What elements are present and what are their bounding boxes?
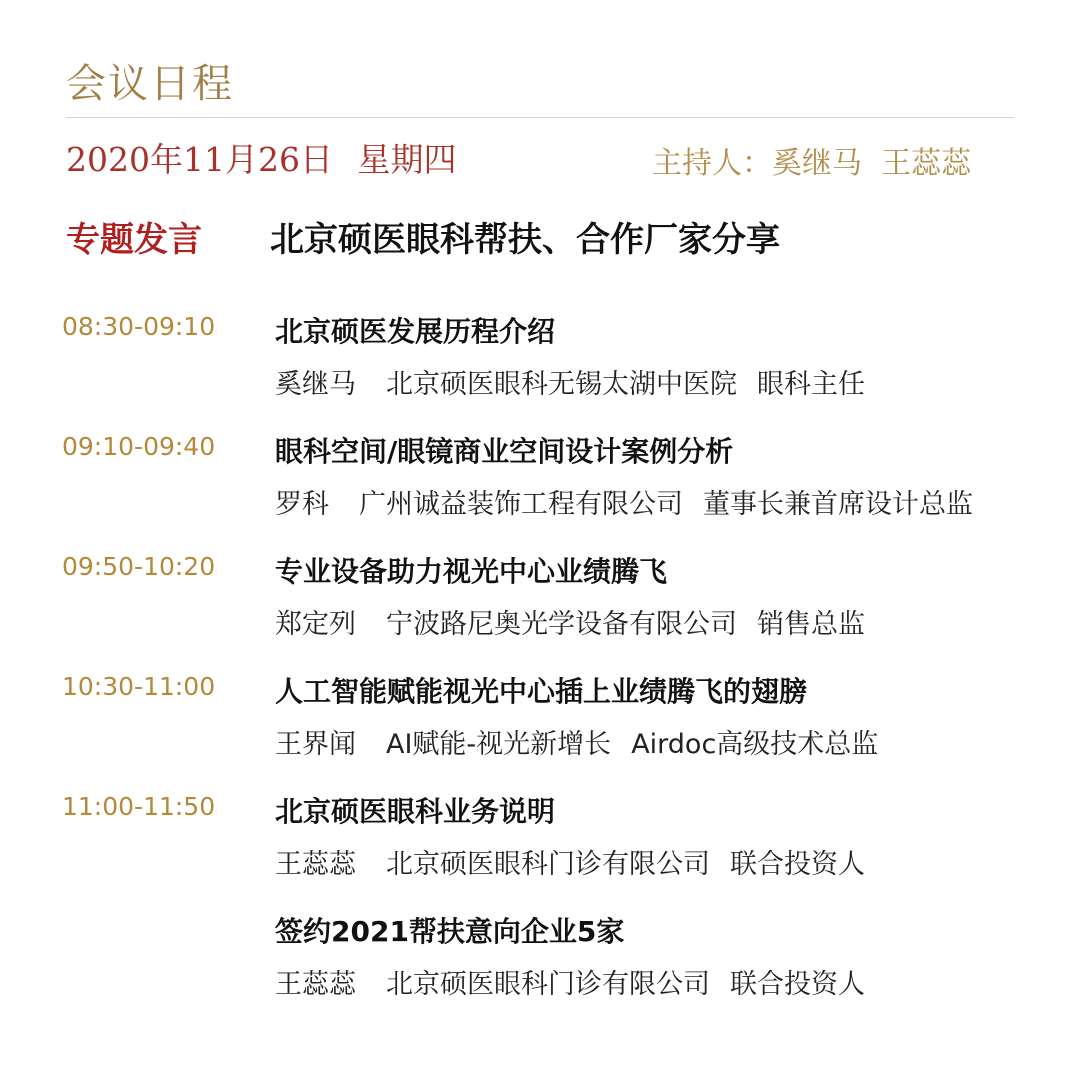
host-names: 奚继马 王蕊蕊	[772, 146, 972, 181]
weekday: 星期四	[357, 140, 457, 179]
speaker-organization: AI赋能-视光新增长	[386, 729, 612, 760]
session-topic: 北京硕医发展历程介绍	[275, 315, 556, 348]
host-label: 主持人：	[652, 146, 772, 181]
speaker-name: 王蕊蕊	[275, 849, 356, 880]
session-item	[0, 310, 1080, 420]
section-title: 北京硕医眼科帮扶、合作厂家分享	[270, 220, 780, 260]
session-speaker-line	[275, 482, 973, 521]
session-item	[0, 790, 1080, 900]
session-time: 10:30-11:00	[62, 672, 216, 701]
date: 2020年11月26日	[66, 140, 333, 179]
speaker-organization: 北京硕医眼科无锡太湖中医院	[386, 369, 737, 400]
speaker-organization: 宁波路尼奥光学设备有限公司	[386, 609, 737, 640]
session-time: 09:50-10:20	[62, 552, 216, 581]
session-topic: 眼科空间/眼镜商业空间设计案例分析	[275, 435, 734, 468]
speaker-role: 董事长兼首席设计总监	[703, 489, 973, 520]
session-time: 09:10-09:40	[62, 432, 216, 461]
session-speaker-line	[275, 362, 865, 401]
session-topic: 签约2021帮扶意向企业5家	[275, 915, 625, 948]
speaker-role: 联合投资人	[730, 849, 865, 880]
speaker-name: 奚继马	[275, 369, 356, 400]
section-label: 专题发言	[66, 220, 202, 260]
page-title: 会议日程	[66, 61, 234, 107]
session-item	[0, 430, 1080, 540]
session-item	[0, 550, 1080, 660]
speaker-organization: 广州诚益装饰工程有限公司	[359, 489, 683, 520]
speaker-name: 王界闻	[275, 729, 356, 760]
header-divider	[66, 117, 1014, 118]
session-speaker-line	[275, 962, 865, 1001]
speaker-name: 郑定列	[275, 609, 356, 640]
speaker-role: 眼科主任	[757, 369, 865, 400]
session-topic: 人工智能赋能视光中心插上业绩腾飞的翅膀	[275, 675, 808, 708]
speaker-organization: 北京硕医眼科门诊有限公司	[386, 849, 710, 880]
session-speaker-line	[275, 842, 865, 881]
session-item	[0, 670, 1080, 780]
speaker-organization: 北京硕医眼科门诊有限公司	[386, 969, 710, 1000]
speaker-name: 王蕊蕊	[275, 969, 356, 1000]
session-item	[0, 910, 1080, 1020]
session-topic: 北京硕医眼科业务说明	[275, 795, 556, 828]
speaker-role: Airdoc高级技术总监	[631, 729, 879, 760]
session-time: 11:00-11:50	[62, 792, 216, 821]
speaker-role: 销售总监	[757, 609, 865, 640]
host-line	[652, 138, 971, 182]
session-time: 08:30-09:10	[62, 312, 216, 341]
session-topic: 专业设备助力视光中心业绩腾飞	[275, 555, 668, 588]
session-speaker-line	[275, 722, 878, 761]
speaker-role: 联合投资人	[730, 969, 865, 1000]
session-speaker-line	[275, 602, 865, 641]
speaker-name: 罗科	[275, 489, 329, 520]
date-line	[66, 134, 456, 181]
